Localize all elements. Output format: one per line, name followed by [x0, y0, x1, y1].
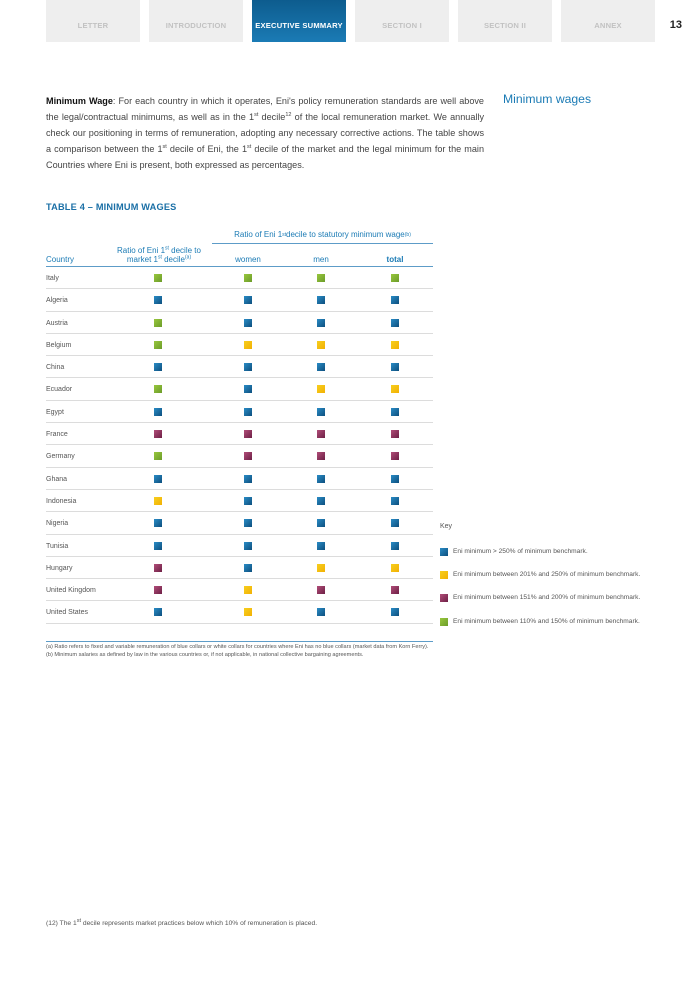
table-row — [46, 356, 433, 378]
cell-total-blue-icon — [391, 363, 399, 371]
section-nav — [46, 0, 664, 42]
cell-women-blue-icon — [244, 519, 252, 527]
table-row — [46, 267, 433, 289]
cell-men-purple-icon — [317, 430, 325, 438]
intro-footnote-ref[interactable]: 12 — [285, 111, 292, 118]
cell-women-blue-icon — [244, 408, 252, 416]
cell-total-blue-icon — [391, 319, 399, 327]
cell-total-purple-icon — [391, 586, 399, 594]
cell-total-blue-icon — [391, 542, 399, 550]
row-country: Ecuador — [46, 386, 73, 394]
cell-women-yellow-icon — [244, 586, 252, 594]
cell-ratio-green-icon — [154, 452, 162, 460]
table-row — [46, 535, 433, 557]
header-men: men — [313, 255, 329, 264]
row-country: Germany — [46, 453, 75, 461]
row-country: United Kingdom — [46, 587, 96, 595]
intro-text-2: decile — [258, 112, 286, 122]
table-body — [46, 267, 433, 624]
intro-sup-3: st — [162, 143, 167, 150]
key-title: Key — [440, 523, 453, 530]
header-ratio-1: Ratio of Eni 1 — [117, 246, 166, 255]
cell-total-blue-icon — [391, 408, 399, 416]
key-swatch-green-icon — [440, 618, 448, 626]
key-label-purple: Eni minimum between 151% and 200% of minimum benchmark. — [453, 594, 641, 601]
side-title: Minimum wages — [503, 92, 592, 106]
page-number: 13 — [669, 19, 682, 31]
row-country: Tunisia — [46, 542, 69, 550]
cell-total-purple-icon — [391, 452, 399, 460]
header-ratio-1-end: decile to — [168, 246, 201, 255]
row-country: Algeria — [46, 297, 68, 305]
row-country: Indonesia — [46, 497, 77, 505]
intro-text-4: decile of Eni, the 1 — [166, 144, 248, 154]
row-country: Italy — [46, 275, 59, 282]
cell-women-blue-icon — [244, 319, 252, 327]
table-row — [46, 445, 433, 467]
cell-men-blue-icon — [317, 497, 325, 505]
header-ratio-1-sup: st — [165, 245, 169, 252]
header-ratio-2-end: decile — [161, 255, 185, 264]
table-row — [46, 401, 433, 423]
cell-women-blue-icon — [244, 475, 252, 483]
cell-ratio-green-icon — [154, 385, 162, 393]
cell-women-purple-icon — [244, 452, 252, 460]
table-row — [46, 312, 433, 334]
cell-women-purple-icon — [244, 430, 252, 438]
cell-total-blue-icon — [391, 296, 399, 304]
row-country: Nigeria — [46, 520, 69, 528]
intro-lead: Minimum Wage — [46, 96, 113, 106]
table-row — [46, 289, 433, 311]
cell-women-blue-icon — [244, 497, 252, 505]
cell-men-blue-icon — [317, 319, 325, 327]
cell-total-blue-icon — [391, 608, 399, 616]
cell-men-yellow-icon — [317, 341, 325, 349]
group-header-a: Ratio of Eni 1 — [234, 230, 283, 239]
table-row — [46, 557, 433, 579]
cell-men-blue-icon — [317, 519, 325, 527]
key-swatch-purple-icon — [440, 594, 448, 602]
cell-women-green-icon — [244, 274, 252, 282]
cell-total-blue-icon — [391, 475, 399, 483]
cell-men-blue-icon — [317, 608, 325, 616]
key-label-green: Eni minimum between 110% and 150% of minimum benchmark. — [453, 618, 640, 625]
cell-ratio-purple-icon — [154, 430, 162, 438]
cell-total-yellow-icon — [391, 341, 399, 349]
key-label-yellow: Eni minimum between 201% and 250% of minimum benchmark. — [453, 571, 641, 578]
cell-ratio-blue-icon — [154, 296, 162, 304]
table-row — [46, 490, 433, 512]
cell-total-blue-icon — [391, 519, 399, 527]
table-row — [46, 378, 433, 400]
tab-letter[interactable]: LETTER — [46, 0, 140, 42]
cell-women-blue-icon — [244, 542, 252, 550]
cell-men-yellow-icon — [317, 564, 325, 572]
cell-women-blue-icon — [244, 296, 252, 304]
cell-ratio-blue-icon — [154, 475, 162, 483]
key-label-blue: Eni minimum > 250% of minimum benchmark. — [453, 548, 588, 555]
cell-total-green-icon — [391, 274, 399, 282]
footnote-sup: st — [76, 917, 82, 924]
cell-ratio-blue-icon — [154, 519, 162, 527]
header-ratio-2: market 1 — [126, 255, 158, 264]
cell-women-yellow-icon — [244, 341, 252, 349]
table-row — [46, 468, 433, 490]
cell-men-green-icon — [317, 274, 325, 282]
row-country: France — [46, 431, 68, 439]
intro-text-3: of the local remuneration market. We annually check our positioning in terms of remuneration, adopting any necessary corrective actions. The table shows a comparison between the 1 — [46, 112, 484, 154]
tab-executive-summary[interactable]: EXECUTIVE SUMMARY — [252, 0, 346, 42]
cell-men-blue-icon — [317, 363, 325, 371]
cell-ratio-green-icon — [154, 341, 162, 349]
cell-men-purple-icon — [317, 586, 325, 594]
row-country: Ghana — [46, 475, 68, 483]
group-header-b: decile to statutory minimum wage — [286, 230, 405, 239]
header-women: women — [235, 255, 261, 264]
cell-men-yellow-icon — [317, 385, 325, 393]
note-a: (a) Ratio refers to fixed and variable remuneration of blue collars or white collars for countries where Eni has no blue collars (market data from Korn Ferry). — [46, 644, 429, 650]
row-country: Egypt — [46, 408, 64, 416]
table-row — [46, 512, 433, 534]
cell-ratio-blue-icon — [154, 542, 162, 550]
header-ratio-note: (a) — [185, 254, 192, 261]
tab-introduction[interactable]: INTRODUCTION — [149, 0, 243, 42]
cell-ratio-purple-icon — [154, 586, 162, 594]
cell-ratio-blue-icon — [154, 408, 162, 416]
footnote-b: decile represents market practices below which 10% of remuneration is placed. — [81, 920, 318, 927]
table-row — [46, 601, 433, 623]
table-title: TABLE 4 – MINIMUM WAGES — [46, 202, 177, 212]
table-row — [46, 334, 433, 356]
cell-women-blue-icon — [244, 363, 252, 371]
cell-ratio-green-icon — [154, 274, 162, 282]
intro-paragraph — [46, 93, 484, 173]
cell-ratio-purple-icon — [154, 564, 162, 572]
cell-ratio-yellow-icon — [154, 497, 162, 505]
row-country: Belgium — [46, 341, 72, 349]
intro-text-5: decile of the market and the legal minimum for the main Countries where Eni is present, both expressed as percentages. — [46, 144, 484, 170]
column-headers — [46, 244, 433, 267]
cell-men-purple-icon — [317, 452, 325, 460]
cell-total-blue-icon — [391, 497, 399, 505]
cell-total-purple-icon — [391, 430, 399, 438]
cell-total-yellow-icon — [391, 385, 399, 393]
cell-women-blue-icon — [244, 564, 252, 572]
cell-ratio-blue-icon — [154, 363, 162, 371]
row-country: Austria — [46, 319, 68, 327]
key-swatch-blue-icon — [440, 548, 448, 556]
row-country: China — [46, 364, 65, 372]
intro-sup-1: st — [254, 111, 259, 118]
group-header: Ratio of Eni 1 st decile to statutory minimum wage (b) — [212, 226, 433, 244]
cell-women-blue-icon — [244, 385, 252, 393]
cell-men-blue-icon — [317, 475, 325, 483]
tab-annex[interactable]: ANNEX — [561, 0, 655, 42]
key-swatch-yellow-icon — [440, 571, 448, 579]
cell-total-yellow-icon — [391, 564, 399, 572]
cell-men-blue-icon — [317, 408, 325, 416]
tab-section-ii[interactable]: SECTION II — [458, 0, 552, 42]
intro-sup-4: st — [247, 143, 252, 150]
row-country: Hungary — [46, 564, 73, 572]
header-country: Country — [46, 255, 75, 264]
cell-men-blue-icon — [317, 542, 325, 550]
cell-ratio-green-icon — [154, 319, 162, 327]
cell-women-yellow-icon — [244, 608, 252, 616]
page-footnote — [46, 917, 318, 927]
header-ratio-2-sup: st — [157, 254, 162, 261]
row-country: United States — [46, 609, 89, 617]
tab-section-i[interactable]: SECTION I — [355, 0, 449, 42]
intro-text-1: : For each country in which it operates, Eni's policy remuneration standards are well above the legal/contractual minimums, as well as in the 1 — [46, 96, 484, 122]
table-notes — [46, 641, 433, 660]
table-row — [46, 423, 433, 445]
header-ratio — [104, 246, 214, 264]
note-b: (b) Minimum salaries as defined by law in the various countries or, if not applicable, in national collective bargaining agreements. — [46, 651, 364, 658]
cell-men-blue-icon — [317, 296, 325, 304]
cell-ratio-blue-icon — [154, 608, 162, 616]
footnote-a: (12) The 1 — [46, 920, 77, 927]
table-row — [46, 579, 433, 601]
header-total: total — [386, 255, 404, 264]
